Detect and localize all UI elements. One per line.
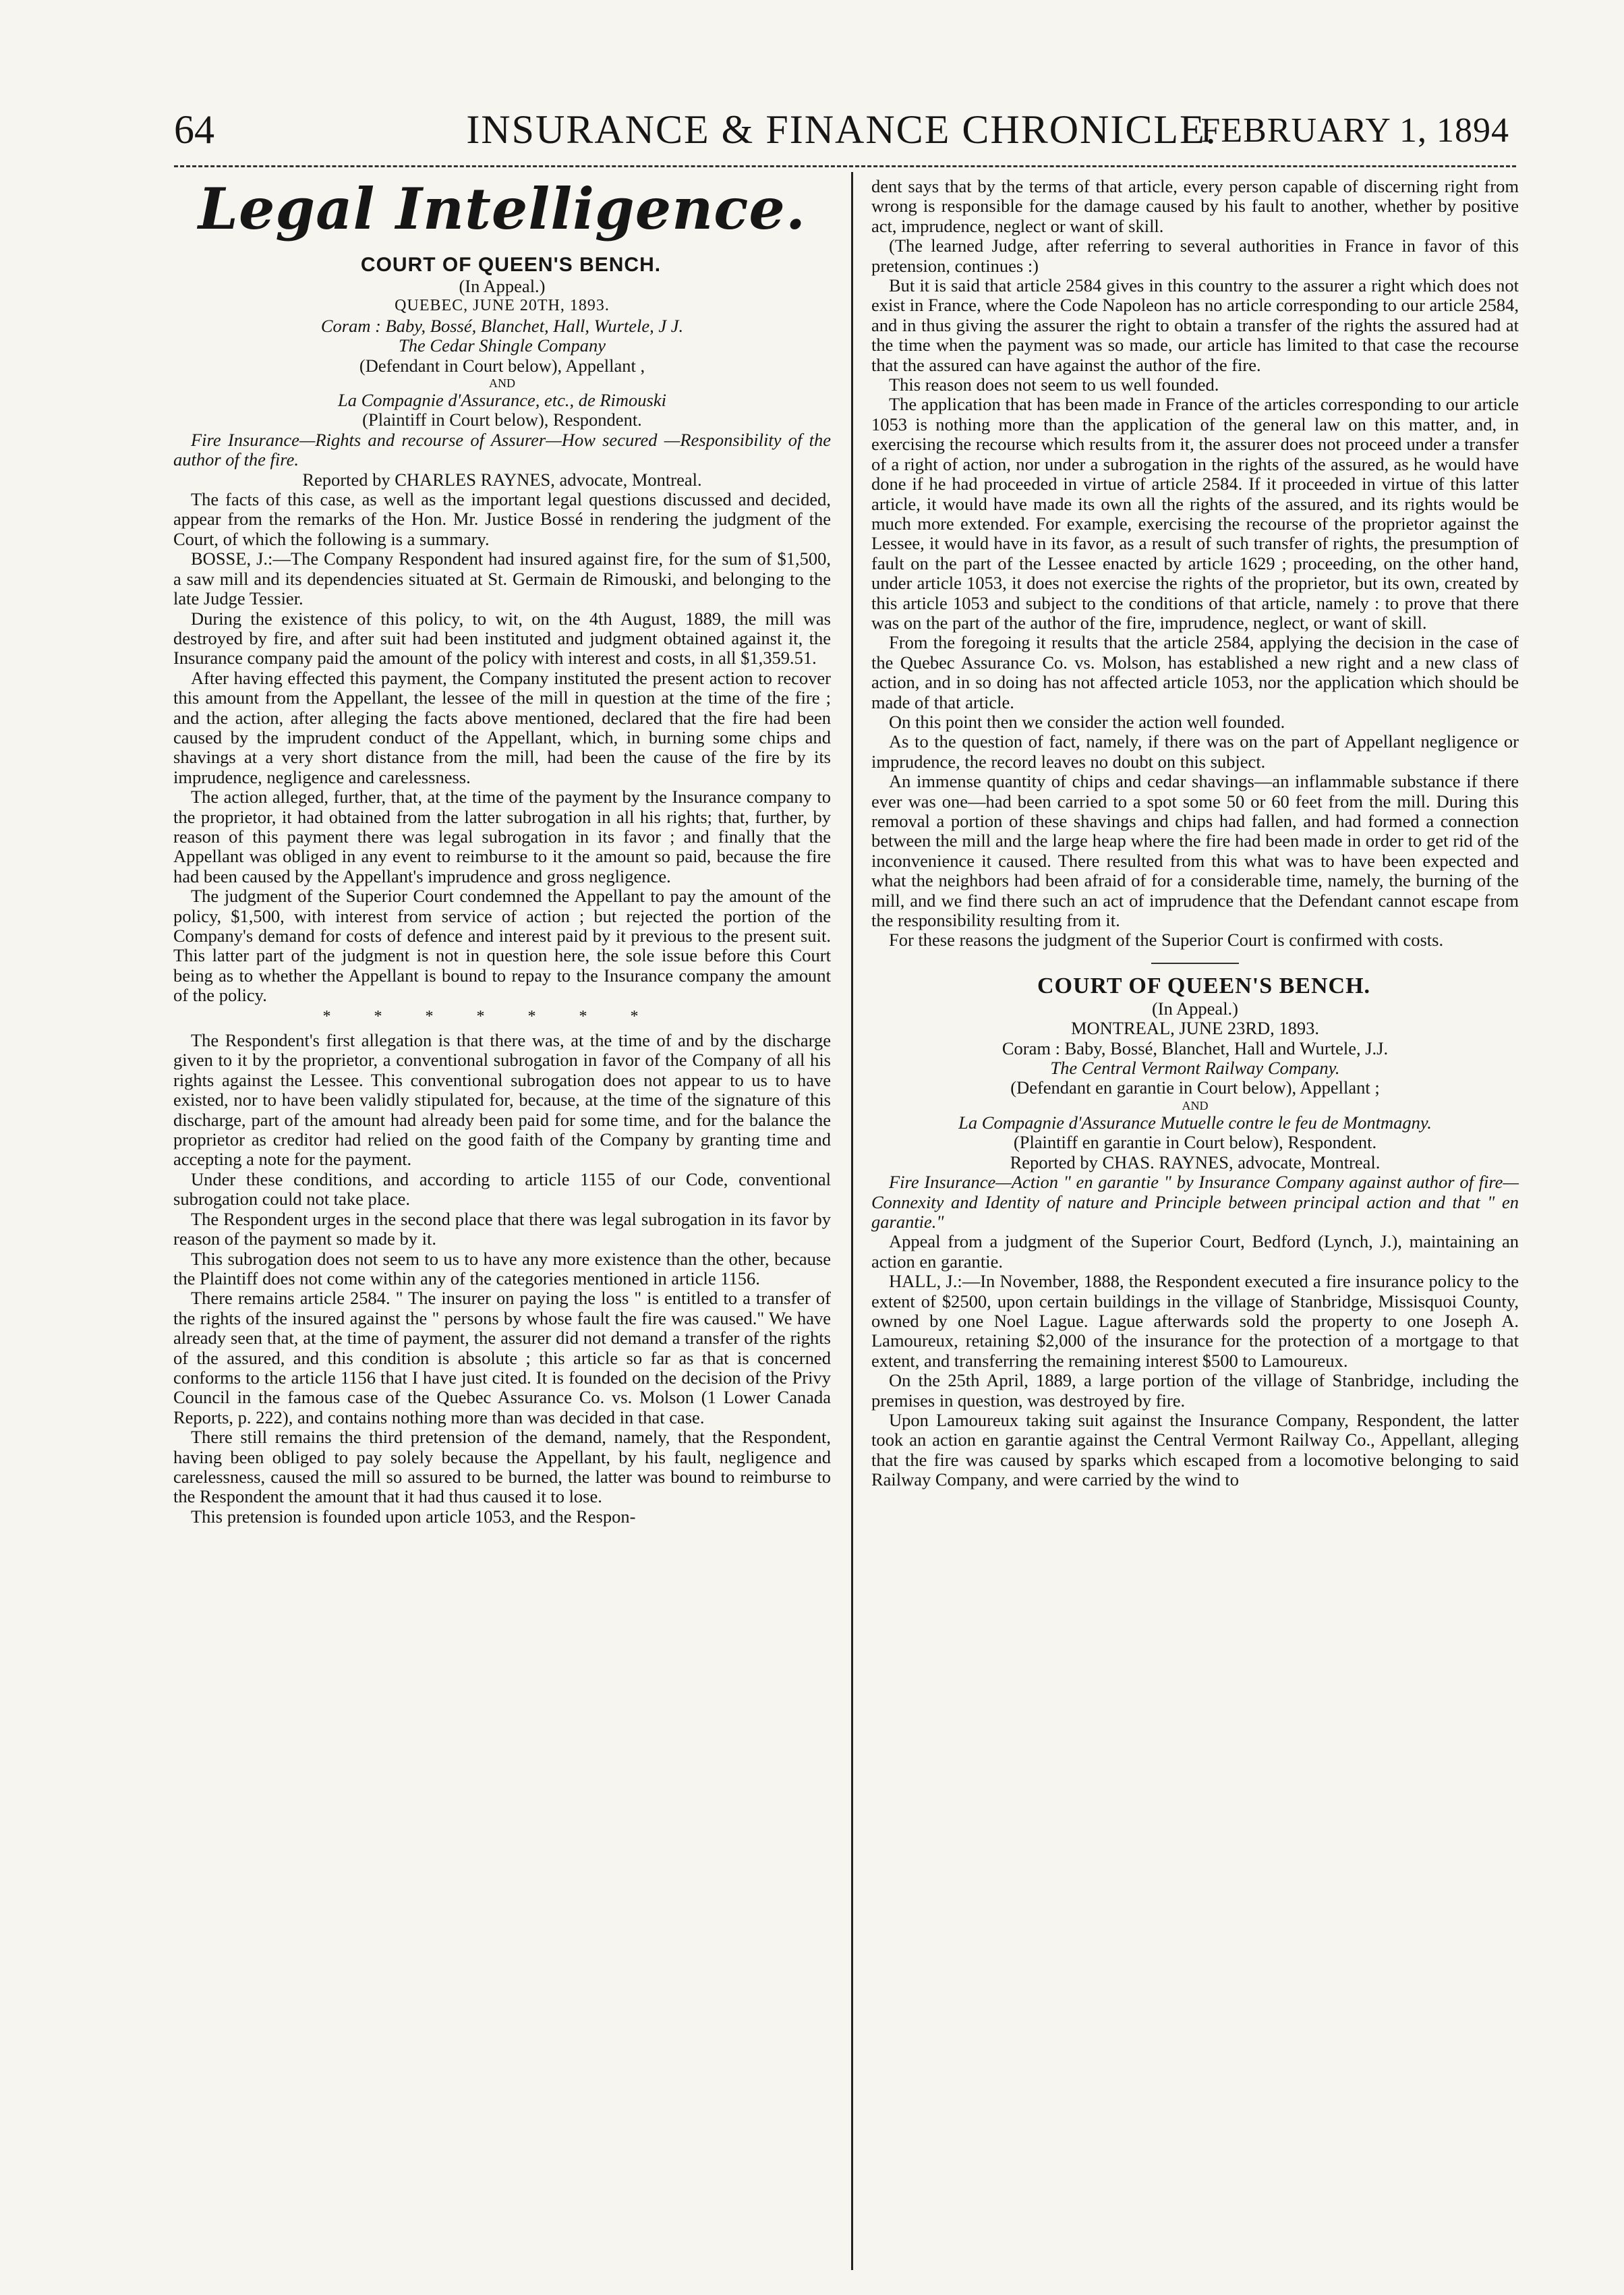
case1-para: (The learned Judge, after referring to several authorities in France in favor of this pretension, continues :) [871, 235, 1519, 276]
case1-reporter: Reported by CHARLES RAYNES, advocate, Montreal. [302, 469, 702, 490]
case1-para: The facts of this case, as well as the important legal questions discussed and decided, appear from the remarks of the Hon. Mr. Justice Bossé in rendering the judgment of the Court, of which the following is a summary. [173, 489, 831, 549]
publication-title: INSURANCE & FINANCE CHRONICLE. [466, 107, 1217, 152]
case2-respondent-role: (Plaintiff en garantie in Court below), Respondent. [1013, 1132, 1377, 1153]
issue-date: FEBRUARY 1, 1894 [1200, 111, 1509, 150]
case1-para: For these reasons the judgment of the Superior Court is confirmed with costs. [889, 930, 1444, 951]
case1-headnote: Fire Insurance—Rights and recourse of Assurer—How secured —Responsibility of the author of the fire. [173, 429, 831, 470]
section-title: Legal Intelligence. [198, 175, 807, 242]
case1-appellant: The Cedar Shingle Company [399, 335, 606, 356]
case1-para: The Respondent urges in the second place that there was legal subrogation in its favor by reason of the payment so made by it. [173, 1208, 831, 1249]
case2-date: MONTREAL, JUNE 23RD, 1893. [1070, 1018, 1320, 1039]
case1-para: The action alleged, further, that, at the time of the payment by the Insurance company to the proprietor, it had obtained from the latter subrogation in all his rights; that, further, by reason of this payment there was legal subrogation in its favor ; and finally that the Appellant was obliged in any event to reimburse to it the amount so paid, because the fire had been caused by the Appellant's imprudence and gross negligence. [173, 787, 831, 886]
header-rule [174, 165, 1516, 167]
case1-para: On this point then we consider the action well founded. [889, 711, 1285, 732]
case2-headnote: Fire Insurance—Action " en garantie " by Insurance Company against author of fire—Connexity and Identity of nature and Principle between principal action and that " en garantie." [871, 1172, 1519, 1232]
case1-para: There remains article 2584. " The insurer on paying the loss " is entitled to a transfer of the rights of the insured against the " persons by whose fault the fire was caused." We have already seen that, at the time of payment, the assurer did not demand a transfer of the rights of the assured, and this condition is absolute ; this article so far as that is concerned conforms to the article 1156 that I have just cited. It is founded on the decision of the Privy Council in the famous case of the Quebec Assurance Co. vs. Molson (1 Lower Canada Reports, p. 222), and contains nothing more than was decided in that case. [173, 1288, 831, 1427]
case2-appellant: The Central Vermont Railway Company. [1050, 1058, 1340, 1079]
case1-appeal: (In Appeal.) [459, 276, 546, 296]
case1-para: The Respondent's first allegation is that there was, at the time of and by the discharge given to it by the proprietor, a conventional subrogation in favor of the Company of all his rights against the Lessee. This conventional subrogation does not appear to us to have existed, nor to have been validly stipulated for, because, at the time of the signature of this discharge, part of the amount had already been paid for some time, and for the balance the proprietor as creditor had relied on the good faith of the Company by granting time and accepting a note for the payment. [173, 1030, 831, 1170]
case2-para: HALL, J.:—In November, 1888, the Respondent executed a fire insurance policy to the extent of $2500, upon certain buildings in the village of Stanbridge, Missisquoi County, owned by one Noel Lague. Lague afterwards sold the property to one Joseph A. Lamoureux, retaining $2,000 of the insurance for the protection of a mortgage to that extent, and transferring the remaining interest $500 to Lamoureux. [871, 1271, 1519, 1371]
case1-respondent: La Compagnie d'Assurance, etc., de Rimouski [337, 390, 666, 411]
case1-para: This subrogation does not seem to us to have any more existence than the other, because the Plaintiff does not come within any of the categories mentioned in article 1156. [173, 1248, 831, 1288]
case1-para: An immense quantity of chips and cedar shavings—an inflammable substance if there ever was one—had been carried to a spot some 50 or 60 feet from the mill. During this removal a portion of these shavings and chips had fallen, and had formed a connection between the mill and the large heap where the fire had been made in order to get rid of the inconvenience it caused. There resulted from this what was to have been expected and what the neighbors had been afraid of for a considerable time, namely, the burning of the mill, and we find there such an act of imprudence that the Defendant cannot escape from the responsibility resulting from it. [871, 771, 1519, 931]
case1-para: This pretension is founded upon article 1053, and the Respon- [191, 1506, 636, 1527]
case1-respondent-role: (Plaintiff in Court below), Respondent. [362, 409, 642, 430]
case2-appellant-role: (Defendant en garantie in Court below), Appellant ; [1010, 1077, 1380, 1098]
case2-para: Upon Lamoureux taking suit against the Insurance Company, Respondent, the latter took an action en garantie against the Central Vermont Railway Co., Appellant, alleging that the fire was caused by sparks which escaped from a locomotive belonging to said Railway Company, and were carried by the wind to [871, 1409, 1519, 1490]
case1-and: AND [489, 376, 515, 391]
case1-para: From the foregoing it results that the article 2584, applying the decision in the case of the Quebec Assurance Co. vs. Molson, has established a new right and a new class of action, and in so doing has not affected article 1053, nor the application which should be made of that article. [871, 632, 1519, 712]
case2-para: On the 25th April, 1889, a large portion of the village of Stanbridge, including the premises in question, was destroyed by fire. [871, 1370, 1519, 1411]
case1-para: dent says that by the terms of that article, every person capable of discerning right from wrong is responsible for the damage caused by his fault to another, whether by positive act, imprudence, neglect or want of skill. [871, 176, 1519, 236]
case1-para: As to the question of fact, namely, if there was on the part of Appellant negligence or imprudence, the record leaves no doubt on this subject. [871, 731, 1519, 772]
case1-para: But it is said that article 2584 gives in this country to the assurer a right which does not exist in France, where the Code Napoleon has no article corresponding to our article 2584, and in thus giving the assurer the right to obtain a transfer of the rights the assured had at the time when the payment was so made, our article has limited to that case the recourse that the assured can have against the author of the fire. [871, 275, 1519, 375]
section-break-stars: ******* [322, 1007, 682, 1025]
case1-date: QUEBEC, JUNE 20TH, 1893. [395, 297, 610, 315]
page-number: 64 [174, 107, 214, 152]
case2-respondent: La Compagnie d'Assurance Mutuelle contre le feu de Montmagny. [958, 1112, 1432, 1133]
case1-para: BOSSE, J.:—The Company Respondent had insured against fire, for the sum of $1,500, a saw mill and its dependencies situated at St. Germain de Rimouski, and belonging to the late Judge Tessier. [173, 548, 831, 609]
case2-reporter: Reported by CHAS. RAYNES, advocate, Montreal. [1010, 1152, 1381, 1172]
case1-para: During the existence of this policy, to wit, on the 4th August, 1889, the mill was destroyed by fire, and after suit had been instituted and judgment obtained against it, the Insurance company paid the amount of the policy with interest and costs, in all $1,359.51. [173, 608, 831, 669]
right-column [871, 177, 1519, 1490]
case2-coram: Coram : Baby, Bossé, Blanchet, Hall and Wurtele, J.J. [1002, 1038, 1389, 1058]
case1-coram: Coram : Baby, Bossé, Blanchet, Hall, Wurtele, J J. [320, 315, 684, 336]
case1-para: After having effected this payment, the Company instituted the present action to recover this amount from the Appellant, the lessee of the mill in question at the time of the fire ; and the action, after alleging the facts above mentioned, declared that the fire had been caused by the imprudent conduct of the Appellant, which, in burning some chips and shavings at a very short distance from the mill, had been the cause of the fire by its imprudence, negligence and carelessness. [173, 667, 831, 787]
case2-court: COURT OF QUEEN'S BENCH. [1037, 973, 1371, 998]
case1-para: Under these conditions, and according to article 1155 of our Code, conventional subrogation could not take place. [173, 1168, 831, 1210]
case1-para: The judgment of the Superior Court condemned the Appellant to pay the amount of the policy, $1,500, with interest from service of action ; but rejected the portion of the Company's demand for costs of defence and interest paid by it previous to the present suit. This latter part of the judgment is not in question here, the sole issue before this Court being as to whether the Appellant is bound to repay to the Insurance company the amount of the policy. [173, 886, 831, 1006]
case1-court: COURT OF QUEEN'S BENCH. [360, 254, 662, 276]
case1-para: There still remains the third pretension of the demand, namely, that the Respondent, having been obliged to pay solely because the Appellant, by his fault, negligence and carelessness, caused the mill so assured to be burned, the latter was bound to reimburse to the Respondent the amount that it had thus caused it to lose. [173, 1427, 831, 1507]
case1-para: This reason does not seem to us well founded. [889, 374, 1219, 395]
case1-para: The application that has been made in France of the articles corresponding to our article 1053 is nothing more than the application of the general law on this matter, and, in exercising the recourse which results from it, the assurer does not proceed under a transfer of a right of action, nor under a subrogation in the rights of the assured, as he would have done if he had proceeded in virtue of article 2584. If it proceeded in virtue of this latter article, it would have made its own all the rights of the assured, and its rights would be much more extended. For example, exercising the recourse of the proprietor against the Lessee, it would have in its favor, as a result of such transfer of rights, the presumption of fault on the part of the Lessee enacted by article 1629 ; proceeding, on the other hand, under article 1053, it does not exercise the rights of the proprietor, but its own, created by this article 1053 and subject to the conditions of that article, namely : to prove that there was on the part of the author of the fire, imprudence, neglect, or want of skill. [871, 394, 1519, 633]
running-header [174, 101, 1509, 162]
case2-and: AND [1182, 1098, 1209, 1112]
case-divider [1151, 963, 1239, 964]
left-column [173, 177, 831, 1527]
column-rule [851, 172, 853, 2270]
case2-para: Appeal from a judgment of the Superior Court, Bedford (Lynch, J.), maintaining an action en garantie. [871, 1231, 1519, 1272]
case1-appellant-role: (Defendant in Court below), Appellant , [359, 355, 645, 376]
case2-appeal: (In Appeal.) [1151, 998, 1239, 1019]
